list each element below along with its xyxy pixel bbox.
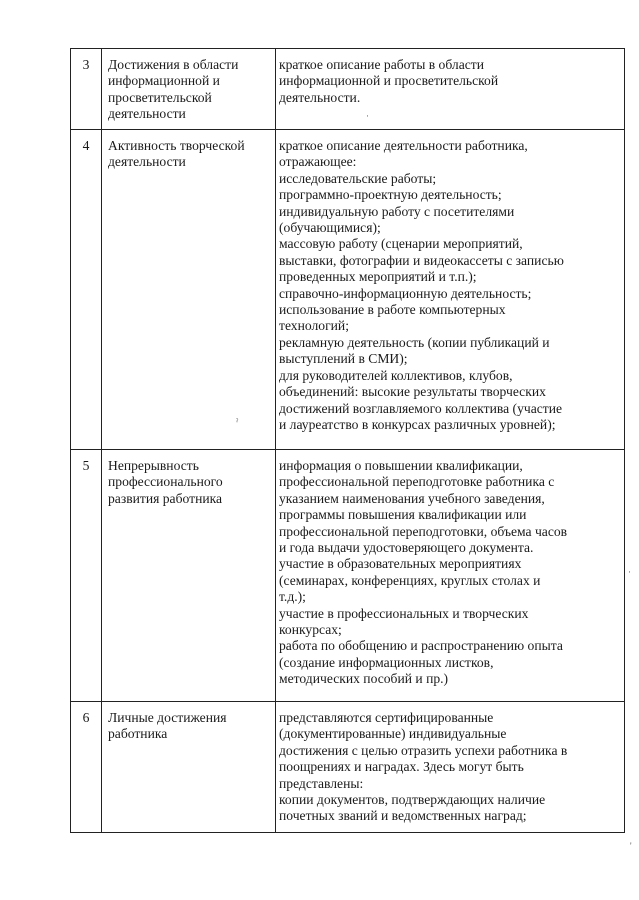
description-line: представляются сертифицированные <box>279 710 494 725</box>
description-line: методических пособий и пр.) <box>279 671 449 687</box>
scan-speck: · <box>366 111 369 121</box>
description-line: достижения с целью отразить успехи работника в <box>279 742 568 758</box>
scan-speck: ˀ <box>236 417 239 427</box>
description-line: программно-проектную деятельность; <box>279 187 502 203</box>
description-line: достижений возглавляемого коллектива (участие <box>279 400 563 416</box>
description-line: почетных званий и ведомственных наград; <box>279 808 527 824</box>
description-line: и лауреатство в конкурсах различных уровней); <box>279 416 556 432</box>
description-line: проведенных мероприятий и т.п.); <box>279 269 477 285</box>
row-title <box>108 138 273 171</box>
row-divider-5-6 <box>70 701 625 702</box>
title-line: работника <box>108 726 168 742</box>
scan-speck: · <box>628 567 631 577</box>
table-column-divider-1 <box>101 48 102 833</box>
description-line: профессиональной переподготовки, объема часов <box>279 523 568 539</box>
title-line: Достижения в области <box>108 57 239 72</box>
row-divider-4-5 <box>70 449 625 450</box>
title-line: развития работника <box>108 490 223 506</box>
description-line: массовую работу (сценарии мероприятий, <box>279 236 523 252</box>
description-line: информация о повышении квалификации, <box>279 458 523 473</box>
row-description <box>279 138 622 433</box>
row-description <box>279 57 622 106</box>
row-title <box>108 458 273 507</box>
description-line: краткое описание работы в области <box>279 57 484 72</box>
description-line: выставки, фотографии и видеокассеты с записью <box>279 252 564 268</box>
title-line: деятельности <box>108 154 186 170</box>
description-line: краткое описание деятельности работника, <box>279 138 528 153</box>
description-line: информационной и просветительской <box>279 73 499 89</box>
description-line: профессиональной переподготовке работника с <box>279 474 555 490</box>
row-description <box>279 710 622 825</box>
description-line: индивидуальную работу с посетителями <box>279 203 515 219</box>
title-line: профессионального <box>108 474 223 490</box>
description-line: для руководителей коллективов, клубов, <box>279 367 513 383</box>
table-border-bottom <box>70 832 625 833</box>
row-title <box>108 710 273 743</box>
table-column-divider-2 <box>275 48 276 833</box>
description-line: поощрениях и наградах. Здесь могут быть <box>279 759 524 775</box>
row-number: 6 <box>82 710 90 725</box>
row-title <box>108 57 273 123</box>
description-line: объединений: высокие результаты творческих <box>279 384 546 400</box>
description-line: отражающее: <box>279 154 357 170</box>
title-line: Активность творческой <box>108 138 245 153</box>
description-line: конкурсах; <box>279 622 342 638</box>
table-border-top <box>70 48 625 49</box>
title-line: просветительской <box>108 89 212 105</box>
scan-speck: ' <box>630 841 632 851</box>
description-line: представлены: <box>279 775 364 791</box>
description-line: т.д.); <box>279 589 306 605</box>
description-line: использование в работе компьютерных <box>279 302 506 318</box>
description-line: копии документов, подтверждающих наличие <box>279 792 546 808</box>
description-line: и года выдачи удостоверяющего документа. <box>279 540 534 556</box>
description-line: (создание информационных листков, <box>279 654 494 670</box>
description-line: работа по обобщению и распространению опыта <box>279 638 563 654</box>
description-line: справочно-информационную деятельность; <box>279 285 532 301</box>
description-line: (документированные) индивидуальные <box>279 726 507 742</box>
title-line: информационной и <box>108 73 220 89</box>
description-line: (семинарах, конференциях, круглых столах и <box>279 572 541 588</box>
table-border-right <box>624 48 625 833</box>
description-line: (обучающимися); <box>279 220 381 236</box>
description-line: технологий; <box>279 318 349 334</box>
title-line: деятельности <box>108 106 186 122</box>
row-divider-3-4 <box>70 129 625 130</box>
row-number: 3 <box>82 57 90 72</box>
description-line: участие в образовательных мероприятиях <box>279 556 522 572</box>
description-line: программы повышения квалификации или <box>279 507 527 523</box>
description-line: деятельности. <box>279 89 361 105</box>
row-number: 4 <box>82 138 90 153</box>
description-line: указанием наименования учебного заведения, <box>279 490 545 506</box>
row-description <box>279 458 622 688</box>
title-line: Личные достижения <box>108 710 227 725</box>
description-line: исследовательские работы; <box>279 170 437 186</box>
row-number: 5 <box>82 458 90 473</box>
title-line: Непрерывность <box>108 458 199 473</box>
description-line: участие в профессиональных и творческих <box>279 605 529 621</box>
description-line: выступлений в СМИ); <box>279 351 408 367</box>
description-line: рекламную деятельность (копии публикаций и <box>279 334 550 350</box>
